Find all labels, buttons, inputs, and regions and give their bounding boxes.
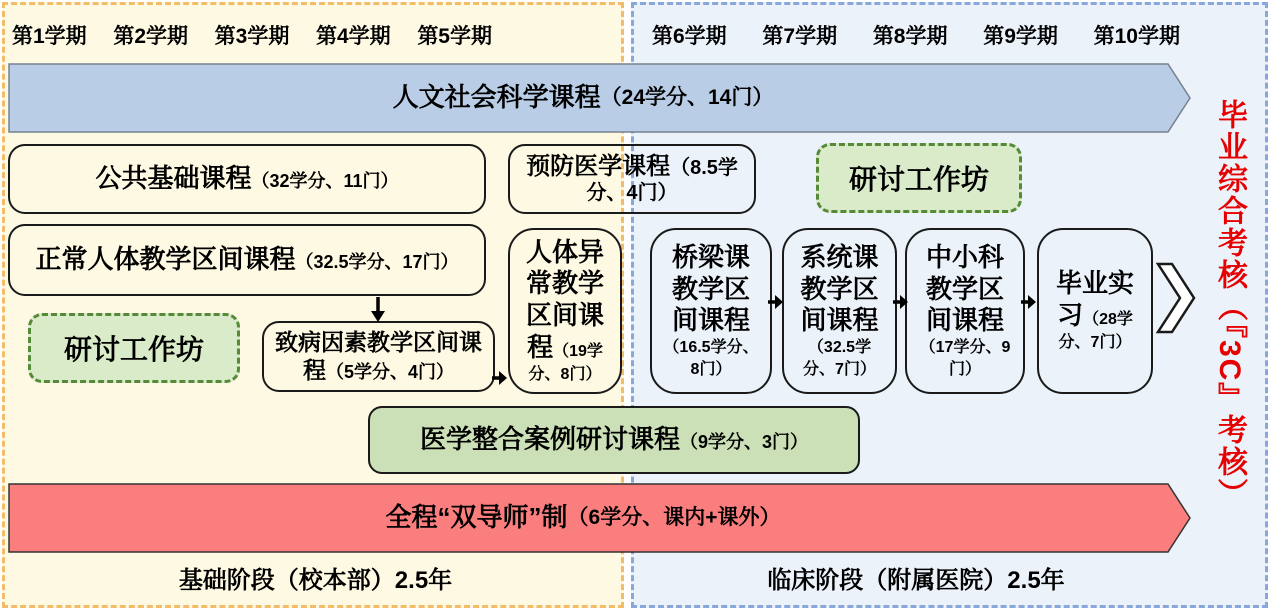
arrow-right-icon xyxy=(893,294,909,310)
box-normal-human-body-courses: 正常人体教学区间课程（32.5学分、17门） xyxy=(8,224,486,296)
box-public-basic-courses: 公共基础课程（32学分、11门） xyxy=(8,144,486,214)
semester-row-left xyxy=(12,20,492,50)
humanities-course-banner xyxy=(8,63,1192,133)
box-system-courses: 系统课教学区间课程（32.5学分、7门） xyxy=(782,228,897,394)
semester-label: 第4学期 xyxy=(315,25,391,48)
semester-label: 第7学期 xyxy=(762,25,838,48)
box-bridge-courses: 桥梁课教学区间课程（16.5学分、8门） xyxy=(650,228,772,394)
basic-stage-label: 基础阶段（校本部）2.5年 xyxy=(178,567,453,594)
box-integrated-case-seminar-courses: 医学整合案例研讨课程（9学分、3门） xyxy=(368,406,860,474)
box-preventive-medicine-courses: 预防医学课程（8.5学分、4门） xyxy=(508,144,756,214)
dual-mentor-label: 全程“双导师”制 （6学分、课内+课外） xyxy=(385,502,781,533)
arrow-right-icon xyxy=(1021,294,1037,310)
semester-label: 第1学期 xyxy=(12,25,87,48)
box-seminar-workshop-clinical: 研讨工作坊 xyxy=(816,143,1022,213)
arrow-right-icon xyxy=(492,370,508,386)
semester-row-right xyxy=(652,20,1180,50)
dual-mentor-banner xyxy=(8,483,1192,553)
clinical-stage-label: 临床阶段（附属医院）2.5年 xyxy=(767,567,1065,594)
arrow-right-icon xyxy=(768,294,784,310)
graduation-assessment-label: 毕业综合考核（『3C』考核） xyxy=(1213,99,1246,511)
box-pathogenic-factor-courses: 致病因素教学区间课程（5学分、4门） xyxy=(262,321,495,392)
box-seminar-workshop-basic: 研讨工作坊 xyxy=(28,313,240,383)
arrow-down-icon xyxy=(370,297,386,323)
semester-label: 第3学期 xyxy=(214,25,290,48)
semester-label: 第10学期 xyxy=(1093,25,1180,48)
semester-label: 第5学期 xyxy=(417,25,492,48)
chevron-right-icon xyxy=(1155,261,1197,336)
semester-label: 第9学期 xyxy=(983,25,1058,48)
box-graduation-internship: 毕业实习（28学分、7门） xyxy=(1037,228,1153,394)
semester-label: 第2学期 xyxy=(113,25,189,48)
semester-label: 第8学期 xyxy=(872,25,948,48)
humanities-course-label: 人文社会科学课程 （24学分、14门） xyxy=(392,82,774,113)
box-minor-specialty-courses: 中小科教学区间课程（17学分、9门） xyxy=(905,228,1025,394)
semester-label: 第6学期 xyxy=(652,25,727,48)
box-abnormal-human-body-courses: 人体异常教学区间课程（19学分、8门） xyxy=(508,228,622,394)
